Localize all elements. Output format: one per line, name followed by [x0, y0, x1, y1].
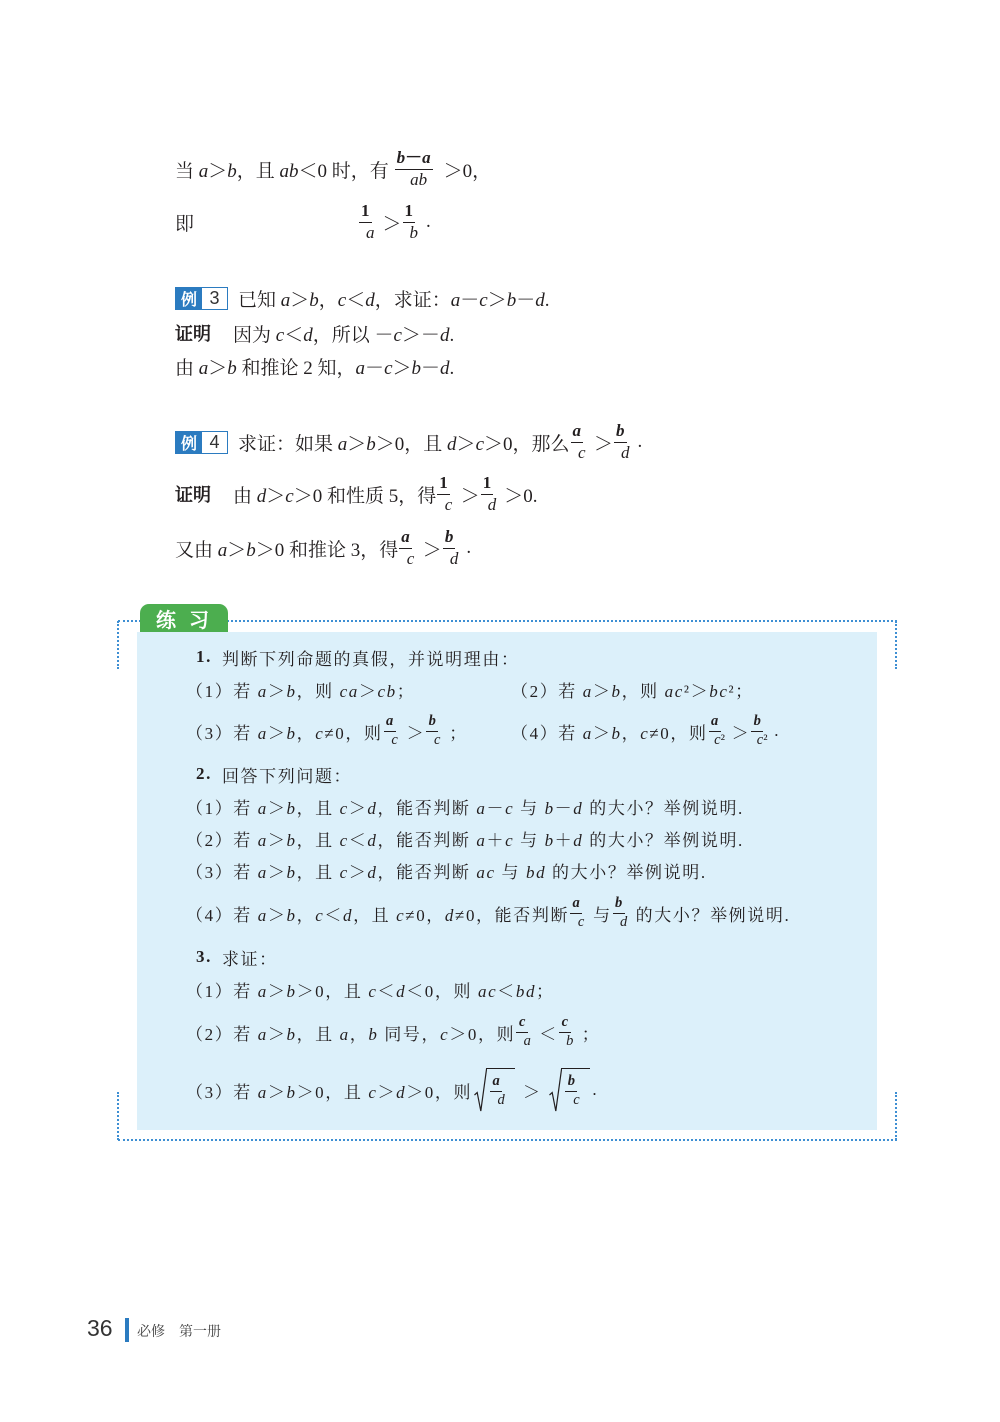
fraction-numerator: 1: [437, 474, 450, 495]
text-segment: .: [774, 721, 781, 740]
example-4-proof-line-2: [175, 528, 471, 568]
math-variable: a: [492, 1072, 500, 1089]
fraction-denominator: [408, 170, 429, 190]
math-variable: c: [488, 981, 498, 1001]
math-variable: b: [409, 222, 419, 242]
math-variable: a: [572, 894, 580, 911]
math-variable: c: [719, 681, 729, 701]
fraction: [709, 714, 731, 749]
math-variable: b: [753, 712, 761, 729]
math-variable: c: [315, 905, 325, 925]
math-variable: c: [505, 830, 515, 850]
math-variable: a: [355, 357, 366, 379]
math-variable: a: [198, 357, 209, 379]
question-number: 3.: [196, 947, 212, 966]
fraction-denominator: [432, 732, 442, 749]
fraction: [426, 714, 448, 749]
fraction: [490, 1074, 512, 1109]
text-segment: 因为 c＜d，所以 －c＞－d.: [233, 324, 455, 346]
fraction: [559, 1015, 581, 1050]
math-variable: c: [640, 723, 650, 743]
fraction-numerator: [614, 422, 627, 443]
fraction: [613, 896, 635, 931]
fraction-denominator: [408, 223, 421, 243]
math-variable: d: [367, 798, 378, 818]
math-variable: b: [525, 862, 537, 882]
text-segment: （1）若 a＞b，且 c＞d，能否判断 a－c 与 b－d 的大小？举例说明.: [186, 798, 744, 818]
math-variable: d: [573, 830, 584, 850]
math-variable: a: [582, 681, 593, 701]
fraction-numerator: 1: [481, 474, 494, 495]
fraction-denominator: c²: [714, 731, 725, 748]
text-segment: ＞0，: [443, 160, 492, 182]
math-variable: a: [710, 712, 719, 729]
math-variable: c: [433, 731, 441, 748]
math-variable: b: [286, 905, 297, 925]
dotted-border-right-bottom: [895, 1092, 897, 1140]
fraction-denominator: [618, 914, 629, 931]
question-1-part-4: [511, 711, 780, 751]
radical-sign: [474, 1068, 487, 1112]
text-segment: ＞0.: [504, 485, 538, 507]
text-segment: （1）若 a＞b＞0，且 c＜d＜0，则 ac＜bd；: [186, 981, 555, 1001]
radicand: [487, 1068, 515, 1112]
math-variable: d: [444, 905, 456, 925]
text-segment: ＞: [594, 433, 614, 455]
math-variable: a: [572, 420, 582, 440]
math-variable: b: [615, 894, 623, 911]
fraction-denominator: [443, 495, 455, 515]
book-title: 必修 第一册: [137, 1325, 221, 1340]
math-variable: d: [440, 357, 450, 379]
math-variable: b: [515, 981, 526, 1001]
dotted-border-left-bottom: [117, 1092, 119, 1140]
math-variable: d: [447, 433, 457, 455]
math-variable: a: [257, 1024, 268, 1044]
math-variable: a: [410, 169, 419, 189]
fraction-numerator: 1: [403, 202, 416, 223]
math-variable: b: [286, 1082, 297, 1102]
fraction-denominator: [619, 443, 632, 463]
question-2-part-3: [186, 850, 707, 890]
example-number: 4: [209, 431, 220, 452]
math-variable: b: [418, 169, 428, 189]
math-variable: a: [385, 712, 394, 729]
math-variable: a: [664, 681, 675, 701]
exercise-tab-label: 练 习: [140, 604, 228, 632]
text-segment: ＞: [731, 723, 751, 743]
fraction: [403, 202, 426, 242]
example-number: 3: [209, 287, 220, 308]
text-segment: 已知 a＞b，c＜d，求证：a－c＞b－d.: [238, 289, 550, 311]
math-variable: c: [573, 1091, 580, 1108]
math-variable: a: [257, 723, 268, 743]
math-variable: d: [367, 830, 378, 850]
fraction: [359, 202, 382, 242]
text-segment: （3）若 a＞b，c≠0，则: [186, 723, 383, 743]
math-variable: b: [227, 160, 237, 182]
fraction-numerator: [570, 896, 582, 914]
fraction-denominator: [564, 1033, 575, 1050]
math-variable: c: [406, 548, 415, 568]
math-variable: a: [257, 1082, 268, 1102]
math-variable: a: [476, 830, 487, 850]
math-variable: b: [286, 862, 297, 882]
math-variable: a: [257, 905, 268, 925]
fraction-denominator: [364, 223, 377, 243]
fraction: [516, 1015, 538, 1050]
math-variable: c: [756, 731, 764, 748]
example-label: 例: [176, 288, 202, 309]
math-variable: b: [566, 1032, 574, 1049]
math-variable: a: [257, 862, 268, 882]
math-variable: d: [535, 289, 545, 311]
math-variable: a: [198, 160, 209, 182]
math-variable: b: [286, 681, 297, 701]
math-variable: a: [257, 830, 268, 850]
text-segment: ；: [449, 723, 468, 743]
math-variable: d: [487, 494, 497, 514]
math-variable: b: [289, 160, 299, 182]
fraction-denominator: [448, 549, 461, 569]
fraction-numerator: [751, 714, 763, 732]
example-badge: [175, 431, 228, 454]
question-number: 2.: [196, 764, 212, 783]
math-variable: d: [620, 913, 628, 930]
question-2-part-4: [186, 893, 790, 933]
fraction: [570, 896, 592, 931]
text-segment: ＞: [422, 539, 442, 561]
math-variable: a: [401, 526, 410, 546]
dotted-border-top: [118, 620, 897, 622]
math-variable: c: [674, 681, 684, 701]
math-variable: b: [366, 433, 376, 455]
math-variable: b: [309, 289, 319, 311]
math-variable: a: [477, 981, 489, 1001]
fraction: [565, 1074, 587, 1109]
fraction-numerator: 1: [359, 202, 372, 223]
math-variable: d: [396, 1082, 407, 1102]
math-variable: b: [227, 357, 237, 379]
math-variable: c: [285, 485, 294, 507]
math-variable: b: [709, 681, 720, 701]
math-variable: a: [348, 681, 359, 701]
math-variable: c: [337, 289, 347, 311]
text-segment: 当 a＞b，且 ab＜0 时，有: [175, 160, 394, 182]
math-variable: b: [616, 420, 625, 440]
fraction-numerator: [490, 1074, 502, 1092]
text-segment: 求证：如果 a＞b＞0，且 d＞c＞0，那么: [238, 433, 570, 455]
text-segment: （1）若 a＞b，则 ca＞cb；: [186, 681, 416, 701]
text-segment: .: [426, 211, 431, 232]
text-segment: （2）若 a＞b，且 a，b 同号，c＞0，则: [186, 1024, 516, 1044]
math-variable: d: [256, 485, 267, 507]
fraction-numerator: b－a: [395, 149, 433, 170]
fraction-denominator: [522, 1033, 533, 1050]
math-variable: c: [518, 1013, 526, 1030]
text-segment: （3）若 a＞b，且 c＞d，能否判断 ac 与 bd 的大小？举例说明.: [186, 862, 707, 882]
math-variable: b: [396, 147, 406, 167]
math-variable: a: [279, 160, 290, 182]
math-variable: a: [450, 289, 461, 311]
fraction-denominator: c²: [756, 731, 768, 748]
math-variable: a: [582, 723, 593, 743]
proof-label: 证明: [175, 485, 211, 506]
math-variable: c: [577, 442, 586, 462]
page-number: 36: [87, 1315, 113, 1341]
example-3-title: [175, 278, 550, 318]
math-variable: b: [286, 723, 297, 743]
math-variable: d: [536, 862, 547, 882]
fraction-numerator: [516, 1015, 528, 1033]
math-variable: b: [286, 798, 297, 818]
math-variable: d: [303, 324, 313, 346]
math-variable: b: [611, 723, 622, 743]
text-segment: 即: [175, 213, 195, 235]
math-variable: b: [428, 712, 436, 729]
text-segment: （4）若 a＞b，c≠0，则: [511, 723, 708, 743]
text-segment: 由 a＞b 和推论 2 知，a－c＞b－d.: [175, 357, 455, 379]
math-variable: b: [386, 681, 397, 701]
fraction-numerator: [559, 1015, 571, 1033]
question-3-part-1: [186, 969, 555, 1009]
fraction: [443, 528, 466, 568]
example-4-proof-line-1: [175, 474, 538, 514]
math-variable: b: [506, 289, 517, 311]
fraction-denominator: [486, 495, 499, 515]
fraction-denominator: [571, 1092, 581, 1109]
math-variable: c: [440, 1024, 450, 1044]
fraction-numerator: [426, 714, 438, 732]
fraction-numerator: [571, 422, 584, 443]
square-root: [549, 1068, 590, 1112]
text-segment: 又由 a＞b＞0 和推论 3，得: [175, 539, 399, 561]
math-variable: c: [505, 798, 515, 818]
math-variable: b: [286, 830, 297, 850]
question-1-part-3: [186, 711, 468, 751]
math-variable: c: [475, 433, 484, 455]
math-variable: c: [714, 731, 721, 748]
math-variable: c: [368, 1082, 378, 1102]
question-3-part-2: [186, 1012, 600, 1052]
fraction-numerator: [565, 1074, 577, 1092]
math-variable: d: [497, 1091, 505, 1108]
math-variable: c: [377, 681, 387, 701]
fraction-denominator: [405, 549, 417, 569]
math-variable: a: [257, 798, 268, 818]
math-variable: b: [444, 526, 454, 546]
text-segment: 由 d＞c＞0 和性质 5，得: [233, 485, 437, 507]
text-segment: ＜: [539, 1024, 558, 1044]
math-variable: d: [439, 324, 450, 346]
math-variable: b: [544, 830, 555, 850]
inequality-derivation-line: [175, 149, 491, 189]
fraction: [751, 714, 773, 749]
text-segment: ＞: [406, 723, 426, 743]
conclusion-formula: [358, 202, 431, 242]
fraction-denominator: [576, 914, 586, 931]
math-variable: b: [411, 357, 422, 379]
text-segment: ＞: [517, 1082, 548, 1102]
text-segment: （2）若 a＞b，则 ac²＞bc²；: [511, 681, 754, 701]
math-variable: c: [339, 798, 349, 818]
math-variable: b: [567, 1072, 576, 1089]
math-variable: a: [337, 433, 348, 455]
math-variable: c: [479, 289, 488, 311]
fraction-numerator: [384, 714, 396, 732]
math-variable: d: [342, 905, 354, 925]
fraction-numerator: [613, 896, 625, 914]
math-variable: a: [217, 539, 228, 561]
math-variable: b: [246, 539, 256, 561]
text-segment: 求证：: [221, 949, 278, 969]
fraction: [399, 528, 422, 568]
question-1-part-1: [186, 669, 415, 709]
footer-divider-bar: [125, 1318, 129, 1342]
text-segment: 的大小？举例说明.: [635, 905, 791, 925]
dotted-border-right-top: [895, 621, 897, 669]
proof-label: 证明: [175, 324, 211, 345]
math-variable: d: [525, 981, 537, 1001]
math-variable: c: [486, 862, 496, 882]
math-variable: d: [365, 289, 375, 311]
text-segment: 与: [593, 905, 612, 925]
math-variable: b: [611, 681, 622, 701]
fraction: [437, 474, 460, 514]
math-variable: c: [315, 723, 325, 743]
conclusion-label: [175, 202, 194, 242]
math-variable: c: [444, 494, 453, 514]
math-variable: c: [384, 357, 393, 379]
fraction-numerator: [399, 528, 412, 549]
text-segment: .: [592, 1080, 599, 1099]
math-variable: d: [449, 548, 459, 568]
fraction: [395, 149, 443, 189]
text-segment: ；: [581, 1024, 601, 1044]
fraction: [571, 422, 594, 462]
example-badge: [175, 287, 228, 310]
text-segment: （4）若 a＞b，c＜d，且 c≠0，d≠0，能否判断: [186, 905, 570, 925]
math-variable: b: [286, 1024, 297, 1044]
fraction: [614, 422, 637, 462]
text-segment: ＞: [460, 485, 480, 507]
fraction-denominator: [495, 1092, 506, 1109]
math-variable: b: [286, 981, 297, 1001]
math-variable: b: [544, 798, 555, 818]
math-variable: c: [339, 681, 349, 701]
math-variable: a: [523, 1032, 531, 1049]
math-variable: c: [577, 913, 585, 930]
text-segment: （3）若 a＞b＞0，且 c＞d＞0，则: [186, 1082, 473, 1102]
example-4-title: [175, 422, 642, 462]
fraction-denominator: [389, 732, 399, 749]
fraction: [384, 714, 406, 749]
math-variable: b: [368, 1024, 379, 1044]
question-1-part-2: [511, 669, 754, 709]
dotted-border-bottom: [118, 1139, 897, 1141]
math-variable: a: [476, 862, 487, 882]
fraction-numerator: [443, 528, 456, 549]
question-3-part-3: [186, 1065, 598, 1115]
text-segment: 判断下列命题的真假，并说明理由：: [221, 649, 520, 669]
math-variable: c: [339, 862, 349, 882]
math-variable: c: [339, 830, 349, 850]
math-variable: d: [396, 981, 407, 1001]
math-variable: a: [257, 981, 268, 1001]
example-label: 例: [176, 432, 202, 453]
example-3-proof-line-2: [175, 346, 454, 386]
math-variable: d: [621, 442, 630, 462]
text-segment: .: [466, 537, 472, 558]
math-variable: a: [257, 681, 268, 701]
radicand: [562, 1068, 590, 1112]
math-variable: c: [275, 324, 285, 346]
math-variable: c: [391, 731, 398, 748]
math-variable: c: [393, 324, 402, 346]
text-segment: ＞: [382, 213, 402, 235]
math-variable: d: [367, 862, 378, 882]
text-segment: （2）若 a＞b，且 c＜d，能否判断 a＋c 与 b＋d 的大小？举例说明.: [186, 830, 744, 850]
math-variable: c: [561, 1013, 569, 1030]
radical-sign: [549, 1068, 562, 1112]
math-variable: a: [476, 798, 487, 818]
math-variable: c: [396, 905, 406, 925]
text-segment: .: [637, 431, 643, 452]
math-variable: a: [280, 289, 291, 311]
fraction-denominator: [576, 443, 588, 463]
math-variable: a: [422, 147, 431, 167]
math-variable: d: [573, 798, 584, 818]
question-number: 1.: [196, 647, 212, 666]
square-root: [474, 1068, 515, 1112]
math-variable: a: [366, 222, 375, 242]
math-variable: a: [339, 1024, 350, 1044]
fraction-numerator: [709, 714, 721, 732]
dotted-border-left-top: [117, 621, 119, 669]
text-segment: 回答下列问题：: [221, 766, 353, 786]
math-variable: c: [368, 981, 378, 1001]
fraction: [481, 474, 504, 514]
